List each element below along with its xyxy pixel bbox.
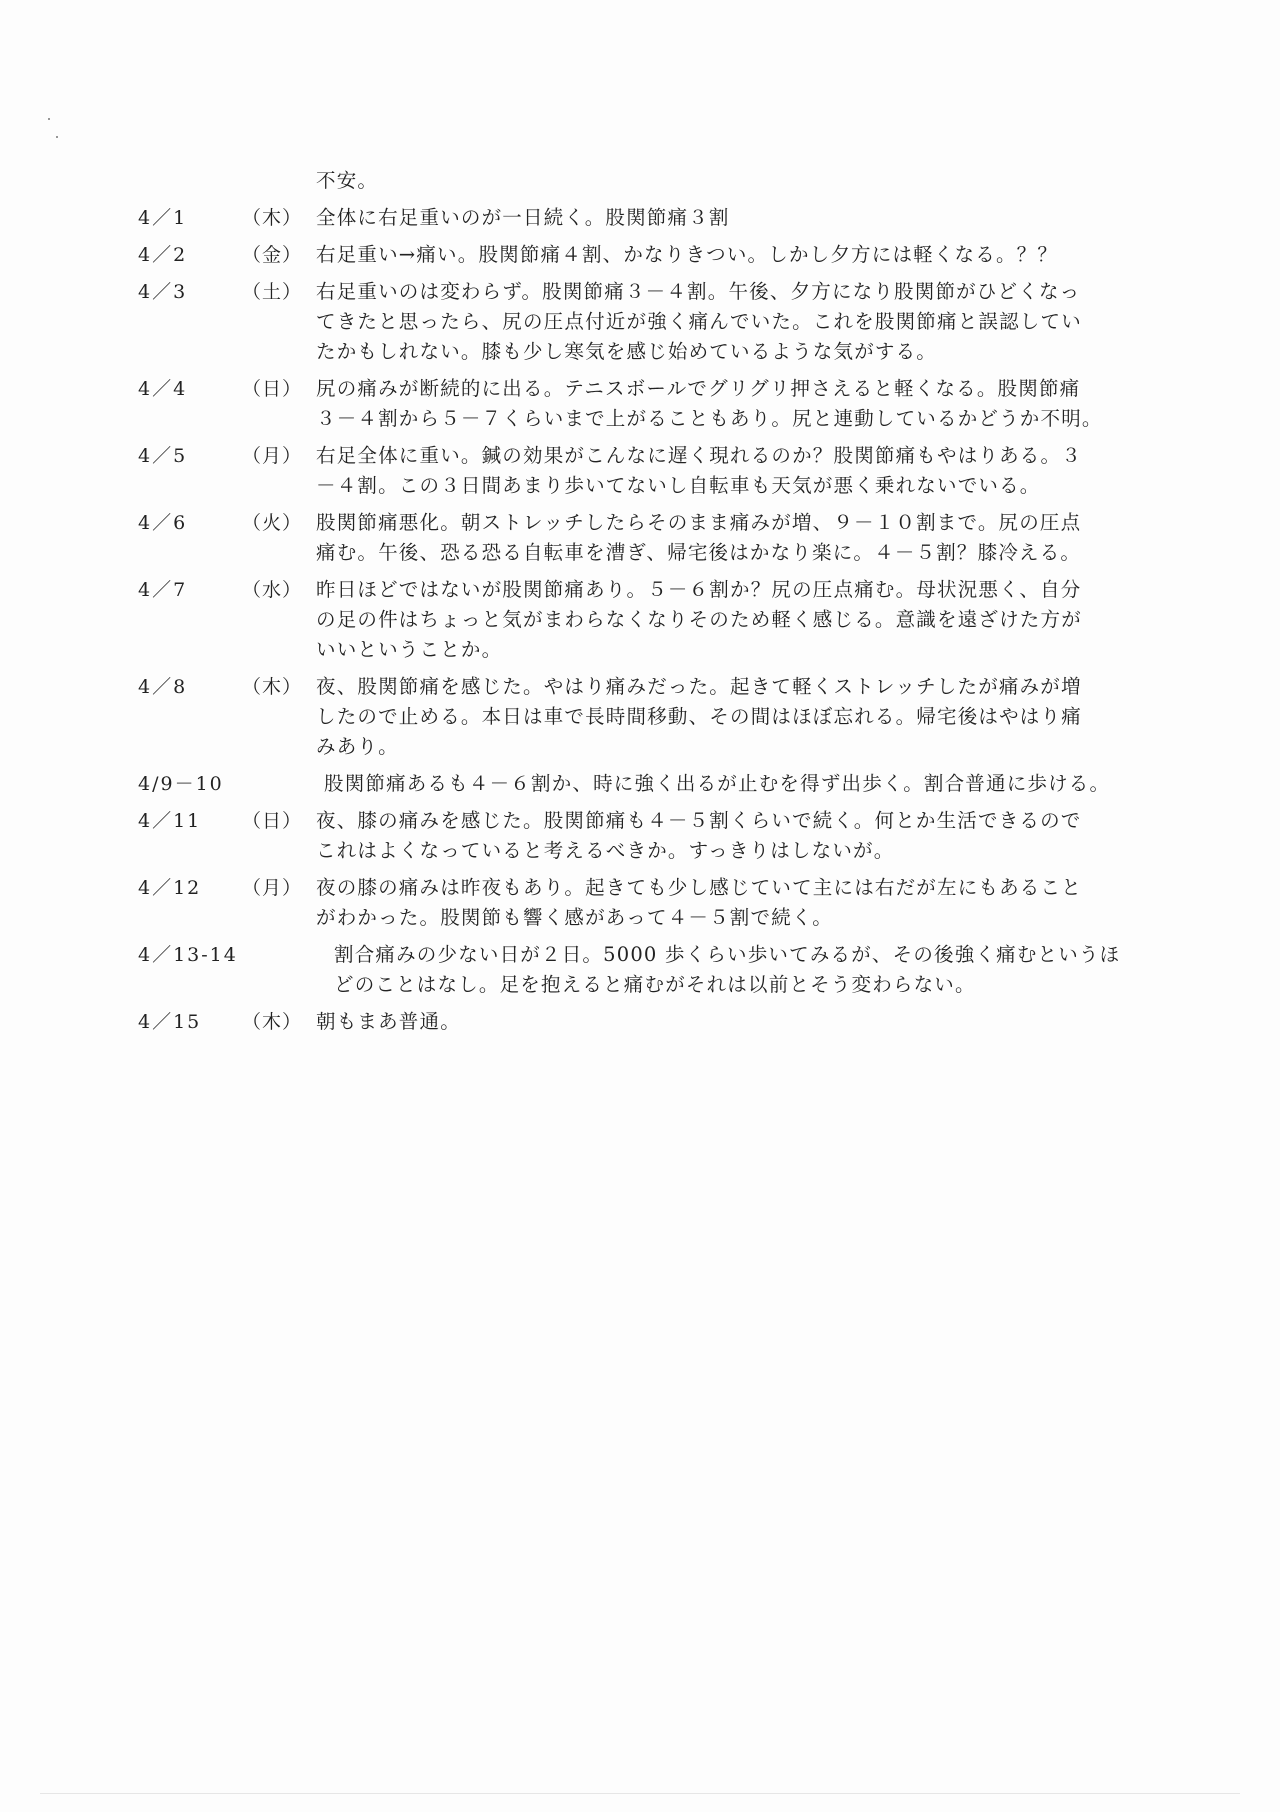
diary-entry (0, 374, 1280, 434)
entry-text (316, 672, 1136, 762)
diary-entry (0, 873, 1280, 933)
entry-day-of-week: （土） (242, 281, 303, 303)
diary-entry (0, 940, 1280, 1000)
entry-text (316, 374, 1136, 434)
diary-entry (0, 672, 1280, 762)
entry-day-of-week: （金） (242, 244, 303, 266)
entry-day-of-week: （月） (242, 877, 303, 899)
diary-entry (0, 1007, 1280, 1037)
entry-text-line: 夜の膝の痛みは昨夜もあり。起きても少し感じていて主には右だが左にもあること (316, 876, 1082, 899)
entry-text-line: 右足重いのは変わらず。股関節痛３－４割。午後、夕方になり股関節がひどくなっ (316, 280, 1081, 303)
entry-text-line: いいということか。 (316, 638, 503, 661)
entry-date (138, 166, 298, 196)
diary-entry (0, 166, 1280, 196)
entry-text (324, 769, 1144, 799)
entry-text-line: の足の件はちょっと気がまわらなくなりそのため軽く感じる。意識を遠ざけた方が (316, 608, 1082, 631)
entry-text-line: 朝もまあ普通。 (316, 1010, 461, 1033)
entry-text-line: 股関節痛あるも４－６割か、時に強く出るが止むを得ず出歩く。割合普通に歩ける。 (324, 772, 1111, 795)
entry-date (138, 1007, 303, 1037)
entry-day-of-week: （日） (242, 810, 303, 832)
entry-text-line: 不安。 (316, 169, 379, 192)
entry-text-line: 夜、股関節痛を感じた。やはり痛みだった。起きて軽くストレッチしたが痛みが増 (316, 675, 1082, 698)
entry-text-line: －４割。この３日間あまり歩いてないし自転車も天気が悪く乗れないでいる。 (316, 474, 1041, 497)
entry-text-line: てきたと思ったら、尻の圧点付近が強く痛んでいた。これを股関節痛と誤認してい (316, 310, 1082, 333)
entry-day-of-week: （水） (242, 579, 303, 601)
diary-entry (0, 769, 1280, 799)
diary-entry (0, 575, 1280, 665)
entry-text-line: どのことはなし。足を抱えると痛むがそれは以前とそう変わらない。 (334, 973, 976, 996)
entry-text (316, 441, 1136, 501)
entry-date-number: 4/9－10 (138, 773, 224, 795)
scan-speck (56, 136, 58, 138)
entry-day-of-week: （木） (242, 676, 303, 698)
entry-text-line: 右足重い→痛い。股関節痛４割、かなりきつい。しかし夕方には軽くなる。？？ (316, 243, 1059, 266)
diary-entry (0, 277, 1280, 367)
diary-entry (0, 508, 1280, 568)
entry-day-of-week: （火） (242, 512, 303, 534)
diary-entry (0, 806, 1280, 866)
entry-text-line: 右足全体に重い。鍼の効果がこんなに遅く現れるのか？股関節痛もやはりある。３ (316, 444, 1082, 467)
entry-date-number: 4／4 (138, 378, 188, 400)
entry-date (138, 508, 303, 538)
entry-date (138, 769, 298, 799)
entry-day-of-week: （木） (242, 207, 303, 229)
entry-text (316, 1007, 1136, 1037)
entry-day-of-week: （月） (242, 445, 303, 467)
entry-text (316, 203, 1136, 233)
entry-text-line: たかもしれない。膝も少し寒気を感じ始めているような気がする。 (316, 340, 938, 363)
entry-text (316, 166, 1136, 196)
entry-text (316, 806, 1136, 866)
entry-text-line: 尻の痛みが断続的に出る。テニスボールでグリグリ押さえると軽くなる。股関節痛 (316, 377, 1081, 400)
entry-date-number: 4／7 (138, 579, 188, 601)
entry-text (316, 240, 1136, 270)
entry-date (138, 806, 303, 836)
entry-text-line: これはよくなっていると考えるべきか。すっきりはしないが。 (316, 839, 895, 862)
entry-date-number: 4／12 (138, 877, 202, 899)
entry-text (316, 873, 1136, 933)
entry-text-line: 夜、膝の痛みを感じた。股関節痛も４－５割くらいで続く。何とか生活できるので (316, 809, 1082, 832)
entry-date-number: 4／13-14 (138, 944, 238, 966)
entry-text-line: したので止める。本日は車で長時間移動、その間はほぼ忘れる。帰宅後はやはり痛 (316, 705, 1082, 728)
entry-text (316, 277, 1136, 367)
entry-text-line: 痛む。午後、恐る恐る自転車を漕ぎ、帰宅後はかなり楽に。４－５割？膝冷える。 (316, 541, 1082, 564)
scan-speck (48, 118, 50, 120)
entry-date (138, 672, 303, 702)
entry-date-number: 4／5 (138, 445, 188, 467)
entry-date (138, 940, 298, 970)
entry-date (138, 441, 303, 471)
entry-text (334, 940, 1154, 1000)
scan-edge-line (40, 1793, 1240, 1794)
diary-entry (0, 441, 1280, 501)
entry-text-line: 昨日ほどではないが股関節痛あり。５－６割か？尻の圧点痛む。母状況悪く、自分 (316, 578, 1082, 601)
entry-date (138, 873, 303, 903)
entry-date-number: 4／2 (138, 244, 188, 266)
entry-date (138, 277, 303, 307)
entry-date (138, 203, 303, 233)
entry-date-number: 4／6 (138, 512, 188, 534)
diary-entries (0, 166, 1280, 1044)
entry-day-of-week: （日） (242, 378, 303, 400)
diary-entry (0, 203, 1280, 233)
entry-text (316, 575, 1136, 665)
entry-text-line: 股関節痛悪化。朝ストレッチしたらそのまま痛みが増、９－１０割まで。尻の圧点 (316, 511, 1082, 534)
entry-date (138, 240, 303, 270)
entry-date (138, 575, 303, 605)
entry-text-line: 全体に右足重いのが一日続く。股関節痛３割 (316, 206, 730, 229)
entry-date-number: 4／1 (138, 207, 188, 229)
entry-text-line: みあり。 (316, 735, 399, 758)
entry-day-of-week: （木） (242, 1011, 303, 1033)
entry-date-number: 4／15 (138, 1011, 202, 1033)
diary-entry (0, 240, 1280, 270)
entry-date-number: 4／3 (138, 281, 188, 303)
entry-text (316, 508, 1136, 568)
entry-text-line: がわかった。股関節も響く感があって４－５割で続く。 (316, 906, 833, 929)
entry-date-number: 4／8 (138, 676, 188, 698)
entry-text-line: 割合痛みの少ない日が２日。5000 歩くらい歩いてみるが、その後強く痛むというほ (334, 943, 1121, 966)
entry-date-number: 4／11 (138, 810, 202, 832)
entry-date (138, 374, 303, 404)
entry-text-line: ３－４割から５－７くらいまで上がることもあり。尻と連動しているかどうか不明。 (316, 407, 1103, 430)
